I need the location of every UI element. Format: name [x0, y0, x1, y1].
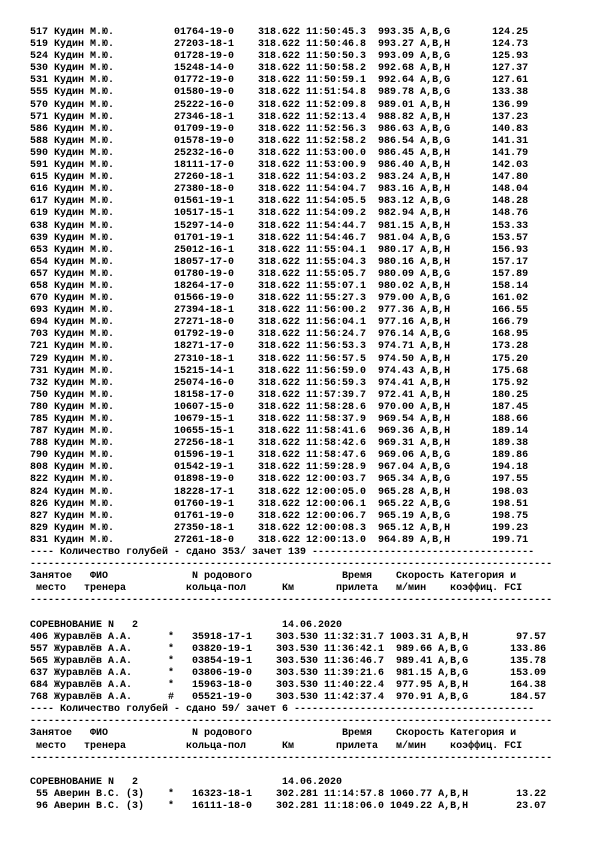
result-row: 555 Кудин М.Ю. 01580-19-0 318.622 11:51:54.8 989.78 A,B,G 133.38 — [30, 87, 529, 99]
blank-line — [30, 608, 552, 620]
result-row: 517 Кудин М.Ю. 01764-19-0 318.622 11:50:45.3 993.35 A,B,G 124.25 — [30, 27, 529, 38]
result-row: 787 Кудин М.Ю. 10655-15-1 318.622 11:58:41.6 969.36 A,B,H 189.14 — [30, 426, 529, 438]
result-row: 524 Кудин М.Ю. 01728-19-0 318.622 11:50:50.3 993.09 A,B,G 125.93 — [30, 51, 529, 63]
result-row: 658 Кудин М.Ю. 18264-17-0 318.622 11:55:07.1 980.02 A,B,H 158.14 — [30, 280, 529, 292]
results-document — [30, 27, 552, 813]
column-header: Занятое ФИО N родового Время Скорость Категория и — [30, 571, 517, 583]
header-rule: --------------------------------------------------------------------------------------- — [30, 595, 553, 607]
result-row: 831 Кудин М.Ю. 27261-18-0 318.622 12:00:13.0 964.89 A,B,H 199.71 — [30, 534, 529, 546]
result-row: 788 Кудин М.Ю. 27256-18-1 318.622 11:58:42.6 969.31 A,B,H 189.38 — [30, 438, 529, 450]
result-row: 588 Кудин М.Ю. 01578-19-0 318.622 11:52:58.2 986.54 A,B,G 141.31 — [30, 135, 529, 147]
result-row: 790 Кудин М.Ю. 01596-19-1 318.622 11:58:47.6 969.06 A,B,G 189.86 — [30, 450, 529, 462]
result-row: 530 Кудин М.Ю. 15248-14-0 318.622 11:50:58.2 992.68 A,B,H 127.37 — [30, 63, 529, 75]
result-row: 616 Кудин М.Ю. 27380-18-0 318.622 11:54:04.7 983.16 A,B,H 148.04 — [30, 184, 529, 196]
result-row: 768 Журавлёв А.А. # 05521-19-0 303.530 11:42:37.4 970.91 A,B,G 184.57 — [30, 692, 547, 704]
result-row: 615 Кудин М.Ю. 27260-18-1 318.622 11:54:03.2 983.24 A,B,H 147.80 — [30, 172, 529, 184]
result-row: 826 Кудин М.Ю. 01760-19-1 318.622 12:00:06.1 965.22 A,B,G 198.51 — [30, 498, 529, 510]
result-row: 829 Кудин М.Ю. 27350-18-1 318.622 12:00:08.3 965.12 A,B,H 199.23 — [30, 522, 529, 534]
result-row: 406 Журавлёв А.А. * 35918-17-1 303.530 11:32:31.7 1003.31 A,B,H 97.57 — [30, 631, 547, 643]
result-row: 557 Журавлёв А.А. * 03820-19-1 303.530 11:36:42.1 989.66 A,B,G 133.86 — [30, 643, 547, 655]
result-row: 827 Кудин М.Ю. 01761-19-0 318.622 12:00:06.7 965.19 A,B,G 198.75 — [30, 510, 529, 522]
result-row: 808 Кудин М.Ю. 01542-19-1 318.622 11:59:28.9 967.04 A,B,G 194.18 — [30, 462, 529, 474]
blank-line — [30, 765, 552, 777]
result-row: 750 Кудин М.Ю. 18158-17-0 318.622 11:57:39.7 972.41 A,B,H 180.25 — [30, 389, 529, 401]
competition-heading: СОРЕВНОВАНИЕ N 2 14.06.2020 — [30, 776, 343, 788]
column-header: место тренера кольца-пол Км прилета м/мин коэффиц. FCI — [30, 583, 523, 595]
result-row: 531 Кудин М.Ю. 01772-19-0 318.622 11:50:59.1 992.64 A,B,G 127.61 — [30, 75, 529, 87]
result-row: 684 Журавлёв А.А. * 15963-18-0 303.530 11:40:22.4 977.95 A,B,H 164.38 — [30, 680, 547, 692]
result-row: 565 Журавлёв А.А. * 03854-19-1 303.530 11:36:46.7 989.41 A,B,G 135.78 — [30, 655, 547, 667]
result-row: 780 Кудин М.Ю. 10607-15-0 318.622 11:58:28.6 970.00 A,B,H 187.45 — [30, 401, 529, 413]
result-row: 638 Кудин М.Ю. 15297-14-0 318.622 11:54:44.7 981.15 A,B,H 153.33 — [30, 220, 529, 232]
header-rule: --------------------------------------------------------------------------------------- — [30, 716, 553, 728]
result-row: 731 Кудин М.Ю. 15215-14-1 318.622 11:56:59.0 974.43 A,B,H 175.68 — [30, 365, 529, 377]
result-row: 591 Кудин М.Ю. 18111-17-0 318.622 11:53:00.9 986.40 A,B,H 142.03 — [30, 160, 529, 172]
result-row: 590 Кудин М.Ю. 25232-16-0 318.622 11:53:00.0 986.45 A,B,H 141.79 — [30, 147, 529, 159]
result-row: 694 Кудин М.Ю. 27271-18-0 318.622 11:56:04.1 977.16 A,B,H 166.79 — [30, 317, 529, 329]
competition-heading: СОРЕВНОВАНИЕ N 2 14.06.2020 — [30, 619, 343, 631]
column-header: Занятое ФИО N родового Время Скорость Категория и — [30, 728, 517, 740]
result-row: 519 Кудин М.Ю. 27203-18-1 318.622 11:50:46.8 993.27 A,B,H 124.73 — [30, 39, 529, 51]
result-row: 639 Кудин М.Ю. 01701-19-1 318.622 11:54:46.7 981.04 A,B,G 153.57 — [30, 232, 529, 244]
result-row: 571 Кудин М.Ю. 27346-18-1 318.622 11:52:13.4 988.82 A,B,H 137.23 — [30, 111, 529, 123]
summary-line: ---- Количество голубей - сдано 59/ зачет 6 ---------------------------------------- — [30, 704, 535, 716]
result-row: 703 Кудин М.Ю. 01792-19-0 318.622 11:56:24.7 976.14 A,B,G 168.95 — [30, 329, 529, 341]
result-row: 657 Кудин М.Ю. 01780-19-0 318.622 11:55:05.7 980.09 A,B,G 157.89 — [30, 268, 529, 280]
result-row: 721 Кудин М.Ю. 18271-17-0 318.622 11:56:53.3 974.71 A,B,H 173.28 — [30, 341, 529, 353]
column-header: место тренера кольца-пол Км прилета м/мин коэффиц. FCI — [30, 740, 523, 752]
result-row: 822 Кудин М.Ю. 01898-19-0 318.622 12:00:03.7 965.34 A,B,G 197.55 — [30, 474, 529, 486]
result-row: 729 Кудин М.Ю. 27310-18-1 318.622 11:56:57.5 974.50 A,B,H 175.20 — [30, 353, 529, 365]
result-row: 824 Кудин М.Ю. 18228-17-1 318.622 12:00:05.0 965.28 A,B,H 198.03 — [30, 486, 529, 498]
result-row: 586 Кудин М.Ю. 01709-19-0 318.622 11:52:56.3 986.63 A,B,G 140.83 — [30, 123, 529, 135]
result-row: 670 Кудин М.Ю. 01566-19-0 318.622 11:55:27.3 979.00 A,B,G 161.02 — [30, 293, 529, 305]
result-row: 785 Кудин М.Ю. 10679-15-1 318.622 11:58:37.9 969.54 A,B,H 188.66 — [30, 414, 529, 425]
result-row: 732 Кудин М.Ю. 25074-16-0 318.622 11:56:59.3 974.41 A,B,H 175.92 — [30, 377, 529, 389]
header-rule: --------------------------------------------------------------------------------------- — [30, 752, 553, 764]
summary-line: ---- Количество голубей - сдано 353/ зачет 139 ------------------------------------- — [30, 547, 535, 559]
result-row: 693 Кудин М.Ю. 27394-18-1 318.622 11:56:00.2 977.36 A,B,H 166.55 — [30, 305, 529, 317]
result-row: 619 Кудин М.Ю. 10517-15-1 318.622 11:54:09.2 982.94 A,B,H 148.76 — [30, 208, 529, 220]
result-row: 654 Кудин М.Ю. 18057-17-0 318.622 11:55:04.3 980.16 A,B,H 157.17 — [30, 256, 529, 268]
result-row: 55 Аверин В.С. (3) * 16323-18-1 302.281 11:14:57.8 1060.77 A,B,H 13.22 — [30, 788, 547, 800]
result-row: 653 Кудин М.Ю. 25012-16-1 318.622 11:55:04.1 980.17 A,B,H 156.93 — [30, 244, 529, 256]
result-row: 637 Журавлёв А.А. * 03806-19-0 303.530 11:39:21.6 981.15 A,B,G 153.09 — [30, 667, 547, 679]
result-row: 96 Аверин В.С. (3) * 16111-18-0 302.281 11:18:06.0 1049.22 A,B,H 23.07 — [30, 801, 547, 812]
header-rule: --------------------------------------------------------------------------------------- — [30, 559, 553, 571]
result-row: 617 Кудин М.Ю. 01561-19-1 318.622 11:54:05.5 983.12 A,B,G 148.28 — [30, 196, 529, 208]
result-row: 570 Кудин М.Ю. 25222-16-0 318.622 11:52:09.8 989.01 A,B,H 136.99 — [30, 99, 529, 111]
